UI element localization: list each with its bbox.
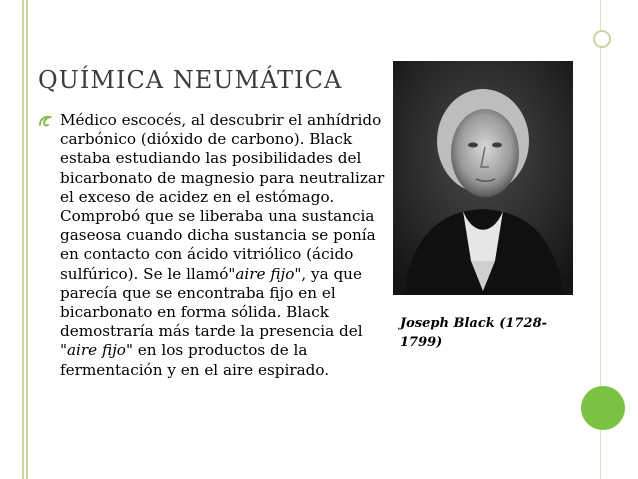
bullet-emphasis-1: "aire fijo" <box>228 264 302 283</box>
portrait-image <box>393 61 573 295</box>
left-decorative-border <box>22 0 28 479</box>
bullet-paragraph <box>60 111 395 380</box>
slide-title: QUÍMICA NEUMÁTICA <box>38 66 343 94</box>
decorative-ring <box>593 30 611 48</box>
decorative-green-circle <box>581 386 625 430</box>
bullet-text-part1: Médico escocés, al descubrir el anhídrido carbónico (dióxido de carbono). Black estaba estudiando las posibilidades del bicarbonato de magnesio para neutralizar el exceso de acidez en el estómago. Comprobó que se liberaba una sustancia gaseosa cuando dicha sustancia se ponía en contacto con ácido vitriólico (ácido sulfúrico). Se le llamó <box>60 111 385 283</box>
bullet-curl-icon <box>38 113 52 127</box>
bullet-text-part2: , ya que parecía que se encontraba fijo en el bicarbonato en forma sólida. Black demostraría más tarde la presencia del <box>60 264 363 341</box>
bullet-text-part3: en los productos de la fermentación y en el aire espirado. <box>60 341 330 379</box>
bullet-emphasis-2: "aire fijo" <box>60 341 133 360</box>
portrait-caption: Joseph Black (1728-1799) <box>400 316 548 350</box>
